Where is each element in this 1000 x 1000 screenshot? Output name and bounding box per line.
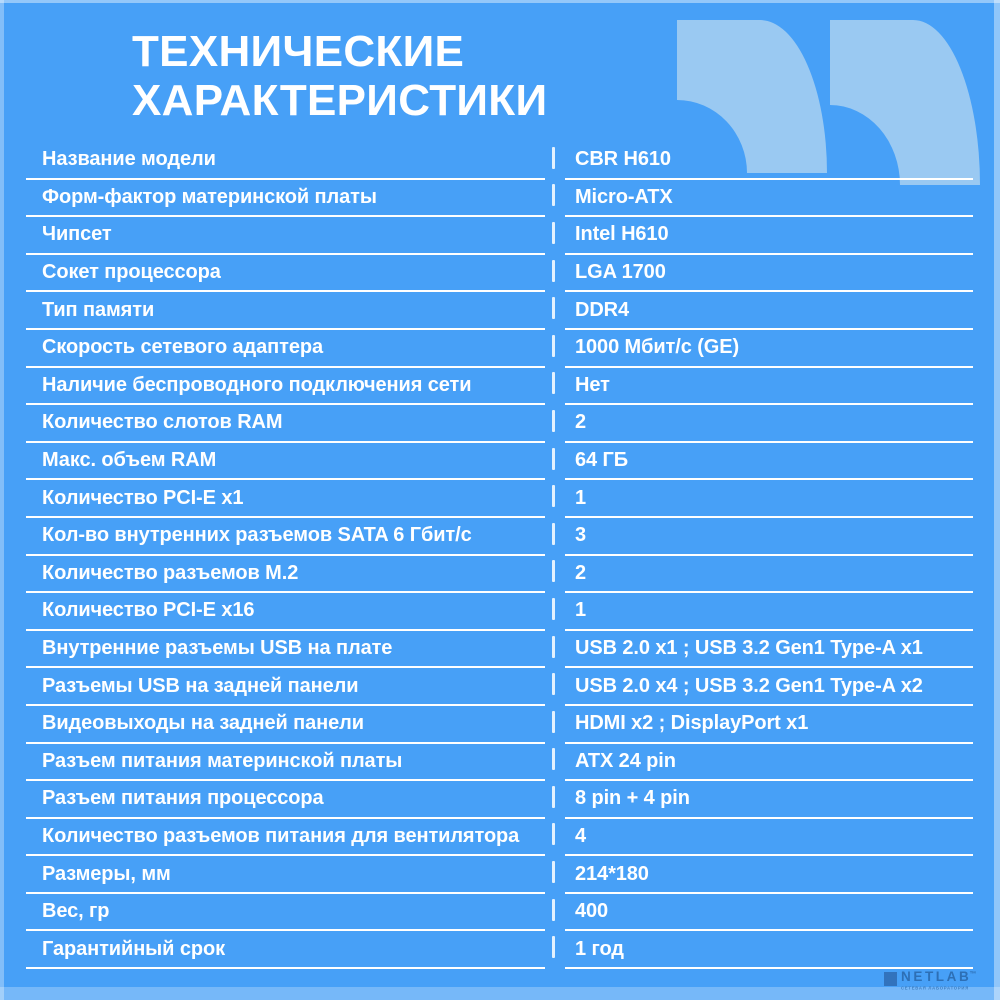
column-divider-bar <box>552 673 555 695</box>
spec-value: 1000 Мбит/с (GE) <box>575 336 740 359</box>
spec-value: ATX 24 pin <box>575 749 676 772</box>
spec-label: Размеры, мм <box>42 862 171 885</box>
column-divider-bar <box>552 861 555 883</box>
frame-edge-top <box>0 0 1000 3</box>
spec-row <box>26 744 973 782</box>
column-divider-bar <box>552 711 555 733</box>
spec-label: Видеовыходы на задней панели <box>42 712 364 735</box>
column-divider-bar <box>552 786 555 808</box>
spec-value: CBR H610 <box>575 148 671 171</box>
spec-value: USB 2.0 x1 ; USB 3.2 Gen1 Type-A x1 <box>575 637 923 660</box>
spec-row <box>26 518 973 556</box>
spec-value: 1 год <box>575 937 624 960</box>
spec-value: DDR4 <box>575 298 630 321</box>
spec-value: USB 2.0 x4 ; USB 3.2 Gen1 Type-A x2 <box>575 674 923 697</box>
page-title-line1: ТЕХНИЧЕСКИЕ <box>132 27 465 76</box>
spec-label: Количество разъемов питания для вентилятора <box>42 824 520 847</box>
column-divider-bar <box>552 523 555 545</box>
spec-label: Гарантийный срок <box>42 937 225 960</box>
spec-label: Наличие беспроводного подключения сети <box>42 373 472 396</box>
spec-value: 64 ГБ <box>575 449 629 472</box>
column-divider-bar <box>552 636 555 658</box>
spec-label: Количество разъемов M.2 <box>42 561 299 584</box>
column-divider-bar <box>552 184 555 206</box>
spec-row <box>26 217 973 255</box>
spec-table <box>26 142 973 969</box>
column-divider-bar <box>552 448 555 470</box>
spec-row <box>26 631 973 669</box>
column-divider-bar <box>552 560 555 582</box>
spec-row <box>26 556 973 594</box>
spec-value: 8 pin + 4 pin <box>575 787 690 810</box>
frame-edge-right <box>994 0 1000 1000</box>
spec-label: Вес, гр <box>42 900 110 923</box>
spec-row <box>26 668 973 706</box>
column-divider-bar <box>552 147 555 169</box>
column-divider-bar <box>552 485 555 507</box>
spec-value: 400 <box>575 900 609 923</box>
spec-value: 1 <box>575 486 587 509</box>
spec-row <box>26 368 973 406</box>
spec-value: LGA 1700 <box>575 261 666 284</box>
netlab-logo-square-icon <box>884 972 897 986</box>
spec-label: Количество слотов RAM <box>42 411 283 434</box>
netlab-logo-name: NETLAB <box>901 969 972 984</box>
frame-edge-bottom <box>0 987 1000 1000</box>
spec-row <box>26 405 973 443</box>
spec-row <box>26 180 973 218</box>
spec-row <box>26 593 973 631</box>
spec-row <box>26 931 973 969</box>
spec-value: 4 <box>575 824 587 847</box>
page-title <box>132 27 547 125</box>
column-divider-bar <box>552 410 555 432</box>
spec-row <box>26 443 973 481</box>
column-divider-bar <box>552 335 555 357</box>
spec-value: Intel H610 <box>575 223 669 246</box>
spec-row <box>26 255 973 293</box>
spec-label: Количество PCI-E x16 <box>42 599 255 622</box>
spec-value: 3 <box>575 524 587 547</box>
spec-label: Разъемы USB на задней панели <box>42 674 359 697</box>
spec-row <box>26 819 973 857</box>
column-divider-bar <box>552 598 555 620</box>
spec-value: Micro-ATX <box>575 185 673 208</box>
spec-label: Макс. объем RAM <box>42 449 217 472</box>
netlab-logo <box>884 969 1000 995</box>
spec-label: Количество PCI-E x1 <box>42 486 244 509</box>
spec-label: Разъем питания процессора <box>42 787 324 810</box>
spec-label: Разъем питания материнской платы <box>42 749 403 772</box>
spec-value: 1 <box>575 599 587 622</box>
spec-label: Скорость сетевого адаптера <box>42 336 324 359</box>
column-divider-bar <box>552 222 555 244</box>
spec-row <box>26 142 973 180</box>
spec-row <box>26 330 973 368</box>
spec-row <box>26 894 973 932</box>
page-title-line2: ХАРАКТЕРИСТИКИ <box>132 76 548 125</box>
column-divider-bar <box>552 372 555 394</box>
spec-row <box>26 856 973 894</box>
netlab-logo-tagline: СЕТЕВАЯ ЛАБОРАТОРИЯ <box>901 985 970 991</box>
frame-edge-left <box>0 0 4 1000</box>
spec-row <box>26 480 973 518</box>
spec-row <box>26 292 973 330</box>
spec-label: Форм-фактор материнской платы <box>42 185 377 208</box>
column-divider-bar <box>552 936 555 958</box>
spec-value: 2 <box>575 561 587 584</box>
spec-value: Нет <box>575 373 610 396</box>
column-divider-bar <box>552 260 555 282</box>
spec-label: Название модели <box>42 148 216 171</box>
spec-value: 214*180 <box>575 862 649 885</box>
spec-label: Тип памяти <box>42 298 155 321</box>
trademark-symbol: ™ <box>969 971 977 978</box>
column-divider-bar <box>552 748 555 770</box>
spec-value: 2 <box>575 411 587 434</box>
spec-value: HDMI x2 ; DisplayPort x1 <box>575 712 809 735</box>
column-divider-bar <box>552 823 555 845</box>
spec-label: Чипсет <box>42 223 112 246</box>
column-divider-bar <box>552 297 555 319</box>
spec-row <box>26 706 973 744</box>
column-divider-bar <box>552 899 555 921</box>
spec-label: Кол-во внутренних разъемов SATA 6 Гбит/с <box>42 524 472 547</box>
spec-label: Сокет процессора <box>42 261 221 284</box>
spec-label: Внутренние разъемы USB на плате <box>42 637 393 660</box>
spec-row <box>26 781 973 819</box>
